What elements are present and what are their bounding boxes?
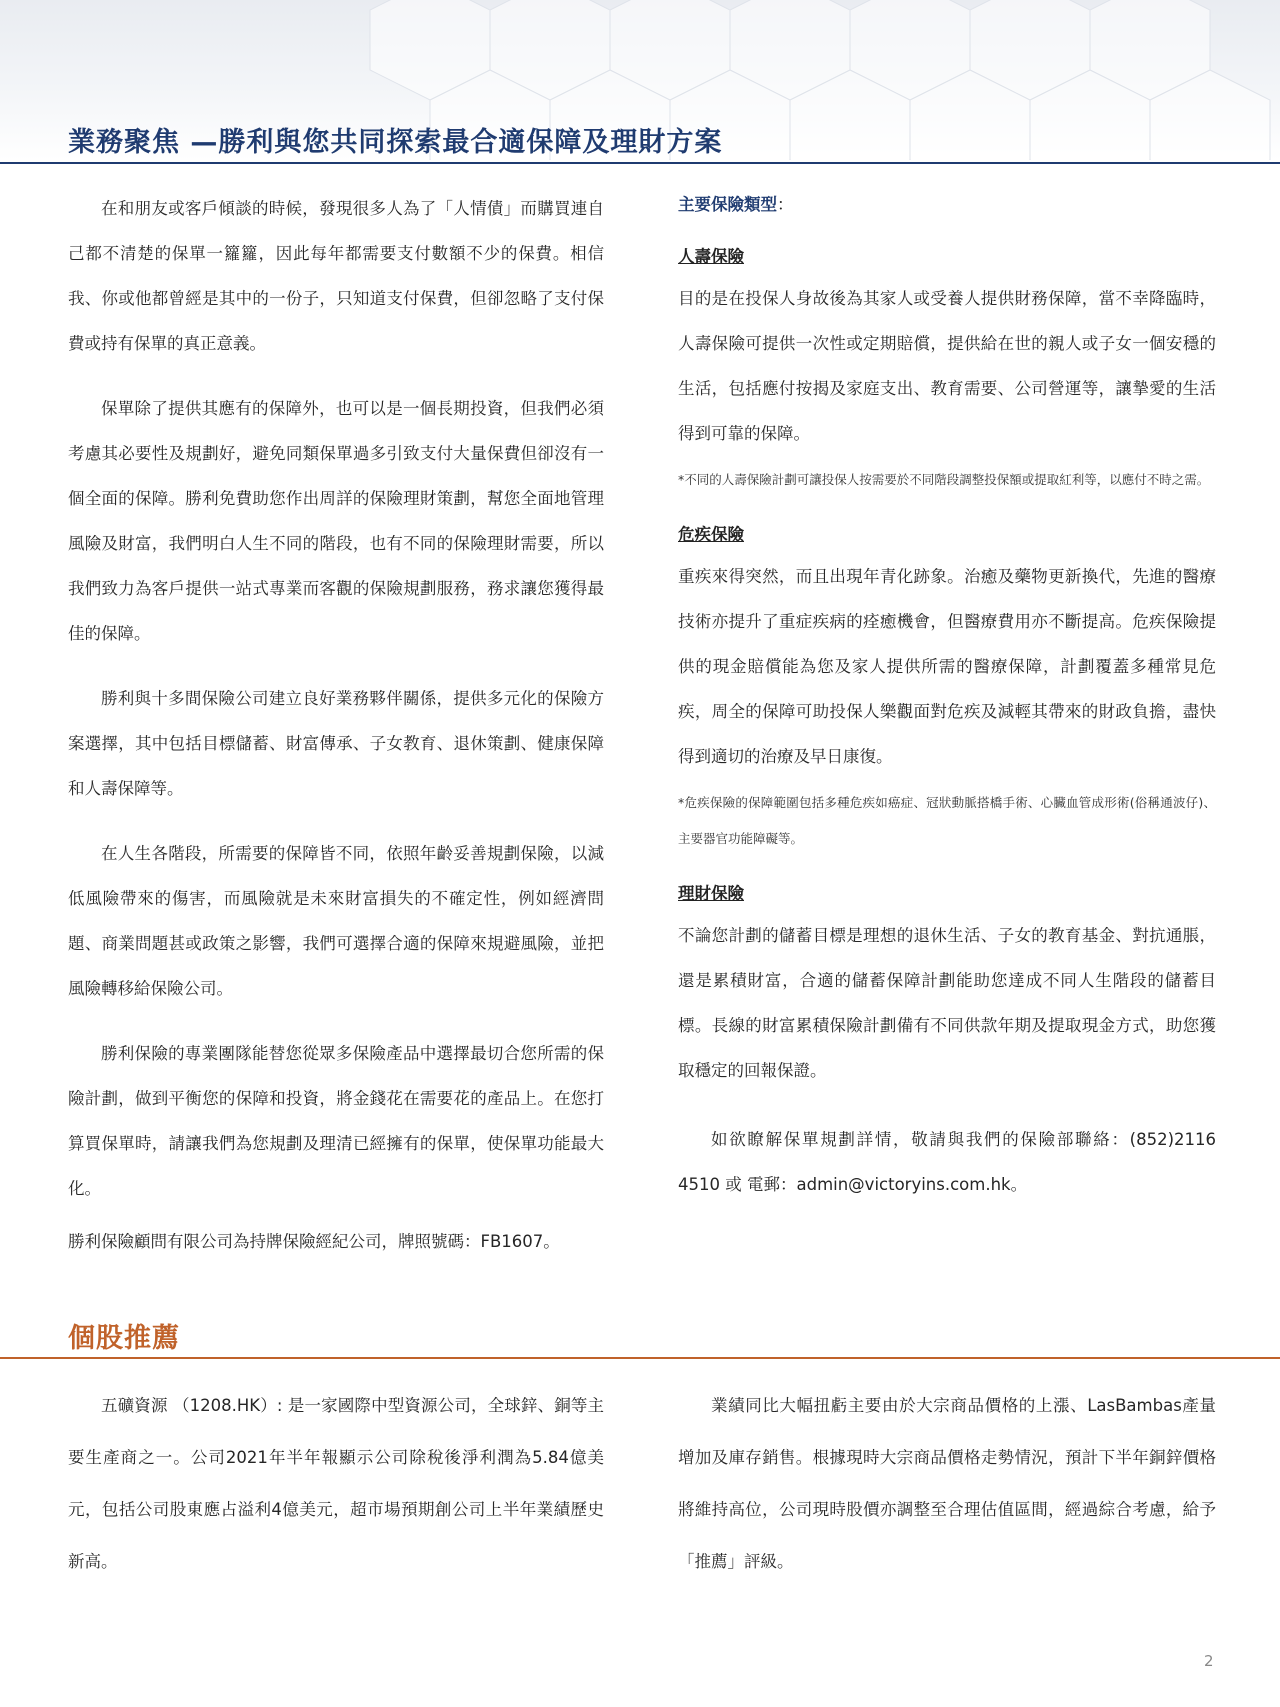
license-statement: 勝利保險顧問有限公司為持牌保險經紀公司，牌照號碼：FB1607。: [68, 1232, 560, 1251]
section-title-stock-recommendation: 個股推薦: [68, 1323, 180, 1354]
insurance-types-heading: [678, 186, 1216, 224]
left-column: [68, 186, 604, 1264]
wealth-insurance-heading: 理財保險: [678, 884, 744, 903]
insurance-types-colon: ：: [777, 195, 794, 214]
title-divider: [0, 162, 1280, 164]
right-column: [678, 186, 1216, 1207]
intro-paragraph-4: 在人生各階段，所需要的保障皆不同，依照年齡妥善規劃保險，以減低風險帶來的傷害，而風險就是未來財富損失的不確定性，例如經濟問題、商業問題甚或政策之影響，我們可選擇合適的保障來規避風險，並把風險轉移給保險公司。: [68, 844, 604, 998]
intro-paragraph-3: 勝利與十多間保險公司建立良好業務夥伴關係，提供多元化的保險方案選擇，其中包括目標儲蓄、財富傳承、子女教育、退休策劃、健康保障和人壽保障等。: [68, 689, 604, 798]
stock-left-column: [68, 1380, 604, 1588]
stock-title-divider: [0, 1357, 1280, 1359]
stock-right-column: [678, 1380, 1216, 1588]
page-number: 2: [1204, 1652, 1214, 1670]
critical-illness-heading: 危疾保險: [678, 525, 744, 544]
contact-statement: 如欲瞭解保單規劃詳情，敬請與我們的保險部聯絡：(852)2116 4510 或 電郵：admin@victoryins.com.hk。: [678, 1130, 1216, 1194]
intro-paragraph-2: 保單除了提供其應有的保障外，也可以是一個長期投資，但我們必須考慮其必要性及規劃好，避免同類保單過多引致支付大量保費但卻沒有一個全面的保障。勝利免費助您作出周詳的保險理財策劃，幫您全面地管理風險及財富，我們明白人生不同的階段，也有不同的保險理財需要，所以我們致力為客戶提供一站式專業而客觀的保險規劃服務，務求讓您獲得最佳的保障。: [68, 399, 604, 643]
critical-illness-note: *危疾保險的保障範圍包括多種危疾如癌症、冠狀動脈搭橋手術、心臟血管成形術(俗稱通波仔)、主要器官功能障礙等。: [678, 795, 1216, 846]
life-insurance-note: *不同的人壽保險計劃可讓投保人按需要於不同階段調整投保額或提取紅利等，以應付不時之需。: [678, 472, 1210, 487]
stock-paragraph-left: 五礦資源 （1208.HK）: 是一家國際中型資源公司，全球鋅、銅等主要生產商之一。公司2021年半年報顯示公司除稅後淨利潤為5.84億美元，包括公司股東應占溢利4億美元，超市場預期創公司上半年業績歷史新高。: [68, 1396, 604, 1571]
critical-illness-desc: 重疾來得突然，而且出現年青化跡象。治癒及藥物更新換代，先進的醫療技術亦提升了重症疾病的痊癒機會，但醫療費用亦不斷提高。危疾保險提供的現金賠償能為您及家人提供所需的醫療保障，計劃覆蓋多種常見危疾，周全的保障可助投保人樂觀面對危疾及減輕其帶來的財政負擔，盡快得到適切的治療及早日康復。: [678, 567, 1216, 766]
life-insurance-desc: 目的是在投保人身故後為其家人或受養人提供財務保障，當不幸降臨時，人壽保險可提供一次性或定期賠償，提供給在世的親人或子女一個安穩的生活，包括應付按揭及家庭支出、教育需要、公司營運等，讓摯愛的生活得到可靠的保障。: [678, 289, 1216, 443]
wealth-insurance-desc: 不論您計劃的儲蓄目標是理想的退休生活、子女的教育基金、對抗通脹，還是累積財富，合適的儲蓄保障計劃能助您達成不同人生階段的儲蓄目標。長線的財富累積保險計劃備有不同供款年期及提取現金方式，助您獲取穩定的回報保證。: [678, 926, 1216, 1080]
intro-paragraph-5: 勝利保險的專業團隊能替您從眾多保險產品中選擇最切合您所需的保險計劃，做到平衡您的保障和投資，將金錢花在需要花的產品上。在您打算買保單時，請讓我們為您規劃及理清已經擁有的保單，使保單功能最大化。: [68, 1044, 604, 1198]
life-insurance-heading: 人壽保險: [678, 247, 744, 266]
section-title-business-focus: 業務聚焦 —勝利與您共同探索最合適保障及理財方案: [68, 127, 723, 158]
stock-paragraph-right: 業績同比大幅扭虧主要由於大宗商品價格的上漲、LasBambas產量增加及庫存銷售。根據現時大宗商品價格走勢情況，預計下半年銅鋅價格將維持高位，公司現時股價亦調整至合理估值區間，經過綜合考慮，給予「推薦」評級。: [678, 1396, 1216, 1571]
insurance-types-title: 主要保險類型: [678, 195, 777, 214]
intro-paragraph-1: 在和朋友或客戶傾談的時候，發現很多人為了「人情債」而購買連自己都不清楚的保單一籮籮，因此每年都需要支付數額不少的保費。相信我、你或他都曾經是其中的一份子，只知道支付保費，但卻忽略了支付保費或持有保單的真正意義。: [68, 199, 604, 353]
